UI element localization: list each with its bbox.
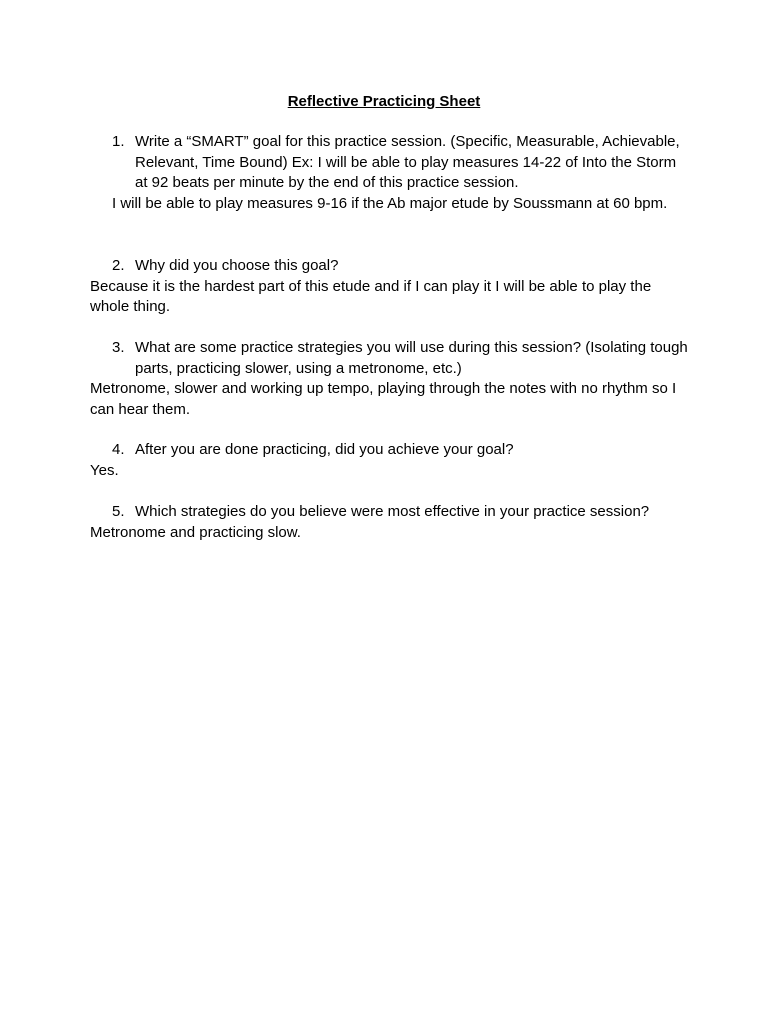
question-number: 3. (112, 339, 125, 356)
question-block-1 (90, 132, 690, 214)
question-text: What are some practice strategies you will use during this session? (Isolating tough parts, practicing slower, using a metronome, etc.) (135, 339, 688, 377)
question-2 (112, 256, 690, 277)
question-block-5 (90, 502, 690, 543)
question-text: After you are done practicing, did you achieve your goal? (135, 441, 514, 458)
answer-2: Because it is the hardest part of this etude and if I can play it I will be able to play the whole thing. (90, 277, 652, 316)
question-number: 1. (112, 133, 125, 150)
question-text: Which strategies do you believe were most effective in your practice session? (135, 503, 650, 520)
question-3 (112, 338, 690, 379)
answer-5: Metronome and practicing slow. (90, 523, 301, 541)
answer-3: Metronome, slower and working up tempo, playing through the notes with no rhythm so I can hear them. (90, 380, 677, 418)
question-block-2 (90, 256, 690, 318)
question-1 (112, 132, 690, 194)
document-title: Reflective Practicing Sheet (287, 93, 481, 110)
question-5 (112, 502, 690, 523)
question-text: Write a “SMART” goal for this practice session. (Specific, Measurable, Achievable, Relevant, Time Bound) Ex: I will be able to play measures 14-22 of Into the Storm at 92 beats per minute by the end of this practice session. (135, 133, 680, 192)
answer-4: Yes. (90, 461, 119, 479)
answer-1: I will be able to play measures 9-16 if the Ab major etude by Soussmann at 60 bpm. (112, 194, 668, 212)
question-4 (112, 440, 690, 461)
question-number: 2. (112, 257, 125, 274)
question-text: Why did you choose this goal? (135, 257, 339, 274)
question-number: 5. (112, 503, 125, 520)
question-block-4 (90, 440, 690, 481)
question-block-3 (90, 338, 690, 420)
question-number: 4. (112, 441, 125, 458)
